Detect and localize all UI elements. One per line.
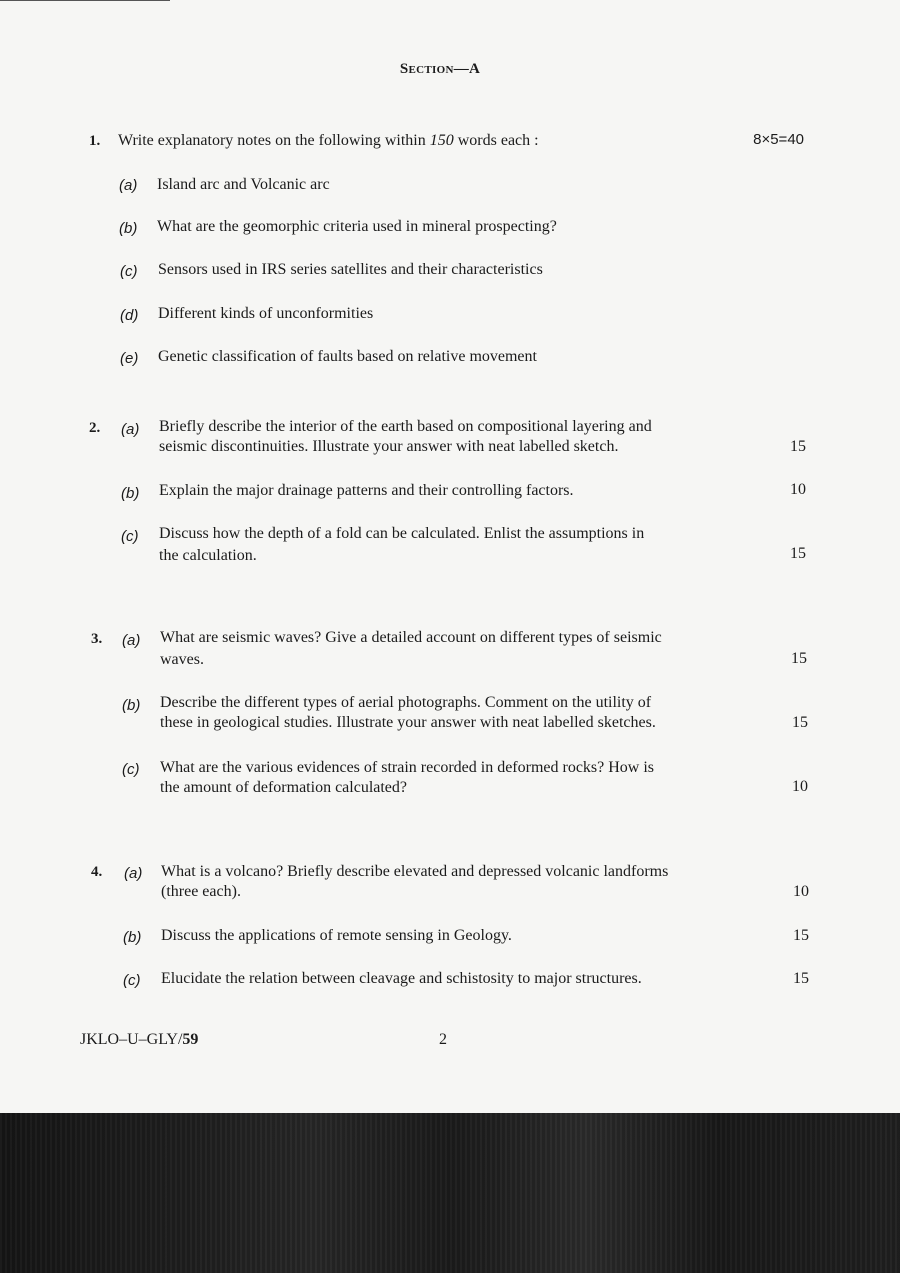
part-marks: 10: [793, 883, 809, 900]
part-text: Different kinds of unconformities: [158, 305, 374, 322]
part-label: (b): [122, 697, 141, 714]
part-text: Discuss the applications of remote sensing in Geology.: [161, 927, 512, 944]
part-label: (a): [121, 421, 140, 438]
part-text: waves.: [160, 651, 204, 668]
part-text: Briefly describe the interior of the earth based on compositional layering and: [159, 418, 652, 435]
part-marks: 15: [793, 927, 809, 944]
part-label: (e): [120, 350, 139, 367]
part-label: (c): [123, 972, 141, 989]
part-marks: 15: [793, 970, 809, 987]
part-text: What are the geomorphic criteria used in mineral prospecting?: [157, 218, 557, 235]
question-number: 2.: [89, 420, 101, 436]
part-label: (a): [122, 632, 141, 649]
top-rule: [0, 0, 170, 1]
page-number: 2: [439, 1031, 447, 1048]
part-text: Sensors used in IRS series satellites and their characteristics: [158, 261, 543, 278]
part-label: (a): [119, 177, 138, 194]
part-text: seismic discontinuities. Illustrate your answer with neat labelled sketch.: [159, 438, 619, 455]
part-marks: 15: [790, 438, 806, 455]
part-label: (b): [123, 929, 142, 946]
question-text: Write explanatory notes on the following within 150 words each :: [118, 132, 539, 149]
question-marks: 8×5=40: [753, 131, 804, 148]
question-number: 3.: [91, 631, 103, 647]
part-text: What are seismic waves? Give a detailed account on different types of seismic: [160, 629, 662, 646]
section-heading-text: Section—A: [399, 61, 481, 77]
part-text: Genetic classification of faults based on relative movement: [158, 348, 537, 365]
part-marks: 15: [790, 545, 806, 562]
part-text: Elucidate the relation between cleavage and schistosity to major structures.: [161, 970, 642, 987]
part-marks: 15: [791, 650, 807, 667]
question-number: 1.: [89, 133, 101, 149]
section-heading: [0, 61, 880, 78]
part-text: the amount of deformation calculated?: [160, 779, 408, 796]
part-text: What are the various evidences of strain recorded in deformed rocks? How is: [160, 759, 655, 776]
part-text: Explain the major drainage patterns and their controlling factors.: [159, 482, 574, 499]
part-label: (c): [121, 528, 139, 545]
part-label: (b): [121, 485, 140, 502]
part-label: (c): [122, 761, 140, 778]
scan-background: [0, 1113, 900, 1273]
part-label: (d): [120, 307, 139, 324]
part-label: (b): [119, 220, 138, 237]
part-text: Island arc and Volcanic arc: [157, 176, 330, 193]
part-text: What is a volcano? Briefly describe elevated and depressed volcanic landforms: [161, 863, 669, 880]
part-label: (c): [120, 263, 138, 280]
part-text: these in geological studies. Illustrate your answer with neat labelled sketches.: [160, 714, 656, 731]
paper-code: JKLO–U–GLY/59: [80, 1031, 199, 1048]
part-marks: 10: [790, 481, 806, 498]
part-text: Discuss how the depth of a fold can be calculated. Enlist the assumptions in: [159, 525, 645, 542]
part-text: (three each).: [161, 883, 241, 900]
part-label: (a): [124, 865, 143, 882]
part-marks: 15: [792, 714, 808, 731]
part-text: Describe the different types of aerial photographs. Comment on the utility of: [160, 694, 652, 711]
part-text: the calculation.: [159, 547, 257, 564]
part-marks: 10: [792, 778, 808, 795]
question-number: 4.: [91, 864, 103, 880]
